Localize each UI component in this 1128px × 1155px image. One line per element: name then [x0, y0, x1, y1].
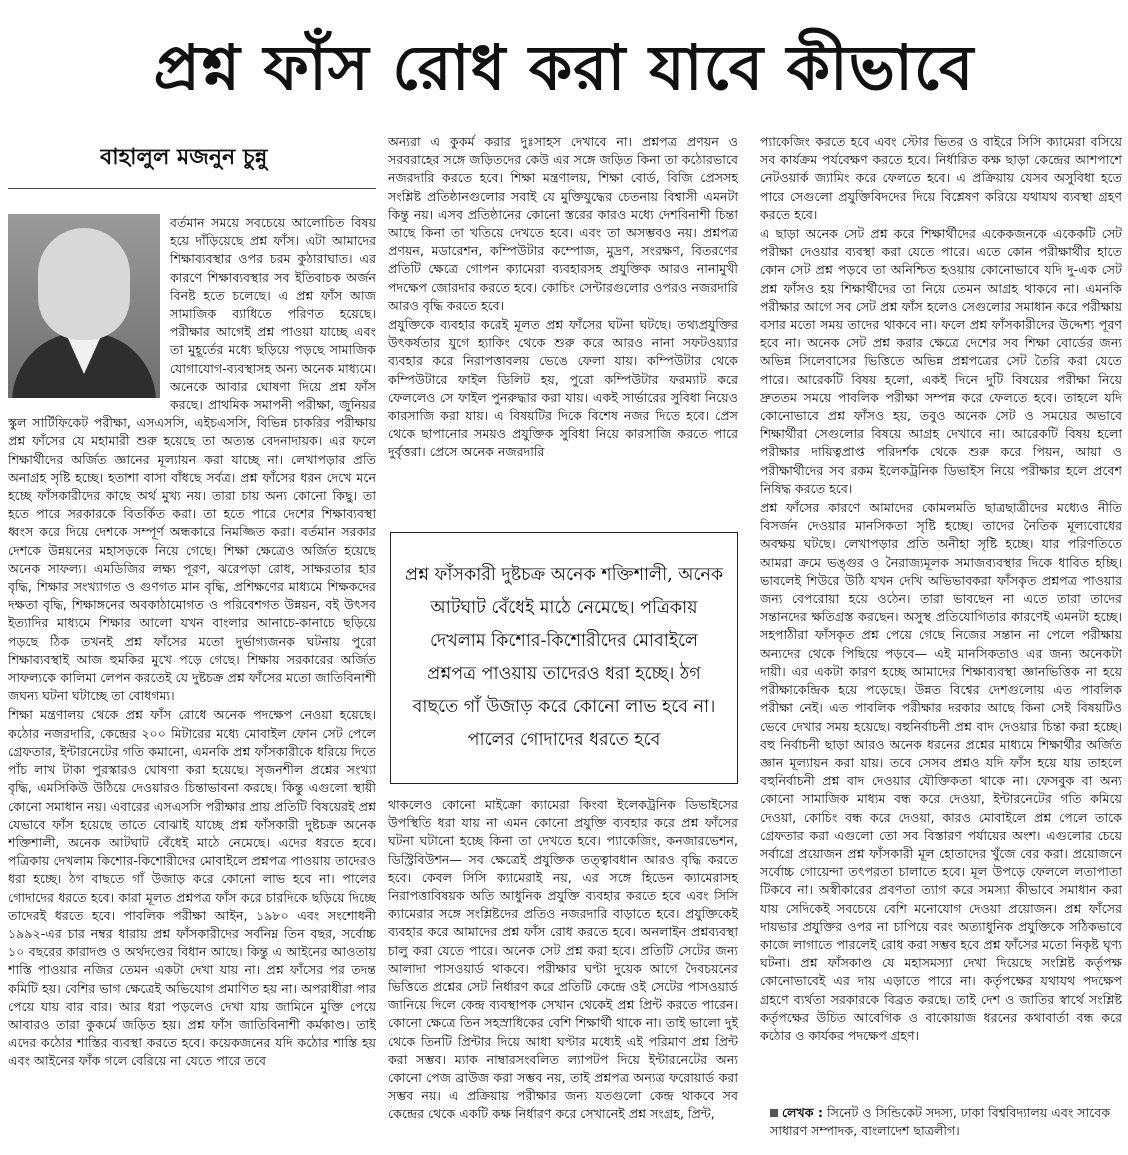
paragraph: প্রশ্ন ফাঁসের কারণে আমাদের কোমলমতি ছাত্রছাত্রীদের মধ্যেও নীতি বিসর্জন দেওয়ার মানসিকতা সৃষ্টি হচ্ছে। তাদের নৈতিক মূল্যবোধের অবক্ষয় ঘটছে। লেখাপড়ার প্রতি অনীহা সৃষ্টি হচ্ছে। যার পরিণতিতে আমরা ক্রমে ভঙ্গুর ও নৈরাজ্যমূলক সমাজব্যবস্থার দিকে ধাবিত হচ্ছি। ভাবলেই শিউরে উঠি যখন দেখি অভিভাবকরা ফাঁসকৃত প্রশ্নপত্র পাওয়ার জন্য বেপরোয়া হয়ে ওঠেন। তারা ভাবছেন না এতে তারা তাদের সন্তানদের ক্ষতিগ্রস্ত করছেন। অসুস্থ প্রতিযোগিতার কারণেই এমনটা হচ্ছে। সহপাঠীরা ফাঁসকৃত প্রশ্ন পেয়ে গেছে নিজের সন্তান না পেলে পরীক্ষায় অন্যদের থেকে পিছিয়ে পড়বে— এই মানসিকতাও এর জন্য অনেকটা দায়ী। এর একটা কারণ হচ্ছে আমাদের শিক্ষাব্যবস্থা জ্ঞানভিত্তিক না হয়ে পরীক্ষাকেন্দ্রিক হয়ে পড়েছে। উন্নত বিশ্বের দেশগুলোয় এত পাবলিক পরীক্ষা নেই। এত পাবলিক পরীক্ষার দরকার আছে কিনা সেই বিষয়টিও ভেবে দেখার সময় হয়েছে। বহুনির্বাচনী প্রশ্ন বাদ দেওয়ার চিন্তা করা হচ্ছে। বহু নির্বাচনী ছাড়া আরও অনেক ধরনের প্রশ্নের মাধ্যমে শিক্ষার্থীর অর্জিত জ্ঞান মূল্যায়ন করা যায়। তবে সেসব প্রশ্নও যদি ফাঁস হয়ে যায় তাহলে বহুনির্বাচনী প্রশ্ন বাদ দেওয়ার যৌক্তিকতা থাকে না। ফেসবুক বা অন্য কোনো সামাজিক মাধ্যম বন্ধ করে দেওয়া, ইন্টারনেটের গতি কমিয়ে দেওয়া, কোচিং বন্ধ করে দেওয়া, কারও মোবাইলে প্রশ্ন পেলে তাকে গ্রেফতার করা এগুলো তো সব বিস্তারণ পর্যায়ের অংশ। এগুলোর চেয়ে সর্বাগ্রে প্রয়োজন প্রশ্ন ফাঁসকারী মূল হোতাদের খুঁজে বের করা। প্রয়োজনে সর্বোচ্চ গোয়েন্দা তৎপরতা চালাতে হবে। মূল উপড়ে ফেললে লতাপাতা টিকবে না। অস্বীকারের প্রবণতা ত্যাগ করে সমস্যা কীভাবে সমাধান করা যায় সেদিকেই সবচেয়ে বেশি মনোযোগ দেওয়া প্রয়োজন। প্রশ্ন ফাঁসের দায়ভার প্রযুক্তির ওপর না চাপিয়ে বরং অত্যাধুনিক প্রযুক্তিকে সঠিকভাবে কাজে লাগাতে পারলেই রোধ করা সম্ভব হবে প্রশ্ন ফাঁসের মতো নিকৃষ্ট ঘৃণ্য ঘটনা। প্রশ্ন ফাঁসকাণ্ড যে মহাসমস্যা দেখা দিয়েছে সংশ্লিষ্ট কর্তৃপক্ষ কোনোভাবেই এর দায় এড়াতে পারে না। কর্তৃপক্ষের যথাযথ পদক্ষেপ গ্রহণে ব্যর্থতা সরকারকে বিব্রত করছে। তাই দেশ ও জাতির স্বার্থে সংশ্লিষ্ট কর্তৃপক্ষের উচিত আবেগিক ও বাকোয়াজ ধরনের কথাবার্তা বন্ধ করে কঠোর ও কার্যকর পদক্ষেপ গ্রহণ। — [760, 500, 1122, 1043]
paragraph: অন্যরা এ কুকর্ম করার দুঃসাহস দেখাবে না। প্রশ্নপত্র প্রণয়ন ও সরবরাহের সঙ্গে জড়িতদের কেউ এর সঙ্গে জড়িত কিনা তা কঠোরভাবে নজরদারি করতে হবে। শিক্ষা মন্ত্রণালয়, শিক্ষা বোর্ড, বিজি প্রেসসহ সংশ্লিষ্ট প্রতিষ্ঠানগুলোর সবাই যে মুক্তিযুদ্ধের চেতনায় বিশ্বাসী এমনটা কিন্তু নয়। এসব প্রতিষ্ঠানের কোনো স্তরের কারও মধ্যে দেশবিনাশী চিন্তা আছে কিনা তা খতিয়ে দেখতে হবে। এবং তা অসম্ভবও নয়। প্রশ্নপত্র প্রণয়ন, মডারেশন, কম্পিউটার কম্পোজ, মুদ্রণ, সংরক্ষণ, বিতরণের প্রতিটি ক্ষেত্রে গোপন ক্যামেরা ব্যবহারসহ প্রযুক্তিক আরও নানামুখী পদক্ষেপ জোরদার করতে হবে। কোচিং সেন্টারগুলোর ওপরও নজরদারি আরও বৃদ্ধি করতে হবে। — [388, 134, 738, 313]
paragraph: বর্তমান সময়ে সবচেয়ে আলোচিত বিষয় হয়ে দাঁড়িয়েছে প্রশ্ন ফাঁস। এটা আমাদের শিক্ষাব্যবস্থার ওপর চরম কুঠারাঘাত। এর কারণে শিক্ষাব্যবস্থার সব ইতিবাচক অর্জন বিনষ্ট হতে চলেছে। এ প্রশ্ন ফাঁস আজ সামাজিক ব্যাধিতে পরিণত হয়েছে। পরীক্ষার আগেই প্রশ্ন পাওয়া যাচ্ছে এবং তা মুহূর্তের মধ্যে ছড়িয়ে পড়ছে সামাজিক যোগাযোগ-ব্যবস্থাসহ অন্য অনেক মাধ্যমে। অনেকে আবার ঘোষণা দিয়ে প্রশ্ন ফাঁস করছে। প্রাথমিক সমাপনী পরীক্ষা, জুনিয়র স্কুল সার্টিফিকেট পরীক্ষা, এসএসসি, এইচএসসি, বিভিন্ন চাকরির পরীক্ষায় প্রশ্ন ফাঁসের যে মহামারী শুরু হয়েছে তা অত্যন্ত বেদনাদায়ক। এর ফলে শিক্ষার্থীদের অর্জিত জ্ঞানের মূল্যায়ন করা যাচ্ছে না। লেখাপড়ার প্রতি অনাগ্রহ সৃষ্টি হচ্ছে। হতাশা বাসা বাঁধছে সর্বত্র। প্রশ্ন ফাঁসের ধরন দেখে মনে হচ্ছে ফাঁসকারীদের কাছে অর্থ মুখ্য নয়। তারা চায় অন্য কোনো কিছু। তা হতে পারে সরকারকে বিতর্কিত করা। তা হতে পারে দেশের শিক্ষাব্যবস্থা ধ্বংস করে দিয়ে দেশকে সম্পূর্ণ অন্ধকারে নিমজ্জিত করা। বর্তমান সরকার দেশকে উন্নয়নের মহাসড়কে নিয়ে গেছে। শিক্ষা ক্ষেত্রেও অর্জিত হয়েছে অনেক সাফল্য। এমডিজির লক্ষ্য পূরণ, ঝরেপড়া রোধ, সাক্ষরতার হার বৃদ্ধি, শিক্ষার সংখ্যাগত ও গুণগত মান বৃদ্ধি, প্রশিক্ষণের মাধ্যমে শিক্ষকদের দক্ষতা বৃদ্ধি, শিক্ষাঙ্গনের অবকাঠামোগত ও পরিবেশগত উন্নয়ন, বই উৎসব ইত্যাদির মাধ্যমে শিক্ষার আলো যখন বাংলার আনাচে-কানাচে ছড়িয়ে পড়ছে ঠিক তখনই প্রশ্ন ফাঁসের মতো দুর্ভাগ্যজনক ঘটনায় পুরো শিক্ষাব্যবস্থাই আজ হুমকির মুখে পড়ে গেছে। শিক্ষায় সরকারের অর্জিত সাফল্যকে কালিমা লেপন করতেই যে দুষ্টচক্র প্রশ্ন ফাঁসের মতো জাতিবিনাশী জঘন্য ঘটনা ঘটাচ্ছে তা বোধগম্য। — [8, 215, 376, 704]
pull-quote-text: প্রশ্ন ফাঁসকারী দুষ্টচক্র অনেক শক্তিশালী, অনেক আটঘাট বেঁধেই মাঠে নেমেছে। পত্রিকায় দেখলাম কিশোর-কিশোরীদের মোবাইলে প্রশ্নপত্র পাওয়ায় তাদেরও ধরা হচ্ছে। ঠগ বাছতে গাঁ উজাড় করে কোনো লাভ হবে না। পালের গোদাদের ধরতে হবে — [404, 565, 724, 750]
paragraph: প্যাকেজিং করতে হবে এবং স্টোর ভিতর ও বাইরে সিসি ক্যামেরা বসিয়ে সব কার্যক্রম পর্যবেক্ষণ করতে হবে। নির্ধারিত কক্ষ ছাড়া কেন্দ্রের আশপাশে নেটওয়ার্ক জ্যামিং করে ফেলতে হবে। এ প্রক্রিয়ায় যেসব অসুবিধা হতে পারে সেগুলো প্রযুক্তিবিদদের দিয়ে বিশ্লেষণ করিয়ে যথাযথ ব্যবস্থা গ্রহণ করতে হবে। — [760, 134, 1122, 222]
paragraph: থাকলেও কোনো মাইক্রো ক্যামেরা কিংবা ইলেকট্রনিক ডিভাইসের উপস্থিতি ধরা যায় না এমন কোনো প্রযুক্তি ব্যবহার করে প্রশ্ন ফাঁসের ঘটনা ঘটানো হচ্ছে কিনা তা দেখতে হবে। প্যাকেজিং, কনজারভেশন, ডিস্ট্রিবিউশন— সব ক্ষেত্রেই প্রযুক্তিক তত্ত্বাবধান আরও বৃদ্ধি করতে হবে। কেবল সিসি ক্যামেরাই নয়, এর সঙ্গে হিডেন ক্যামেরাসহ নিরাপত্তাবিষয়ক অতি আধুনিক প্রযুক্তি ব্যবহার করতে হবে এবং সিসি ক্যামেরার সঙ্গে সংশ্লিষ্টদের প্রতিও নজরদারি বাড়াতে হবে। প্রযুক্তিকেই ব্যবহার করে আমাদের প্রশ্ন ফাঁস রোধ করতে হবে। অনলাইন প্রশ্নব্যবস্থা চালু করা যেতে পারে। অনেক সেট প্রশ্ন করা হবে। প্রতিটি সেটের জন্য আলাদা পাসওয়ার্ড থাকবে। পরীক্ষার ঘণ্টা দুয়েক আগে দৈবচয়নের ভিত্তিতে প্রশ্নের সেট নির্ধারণ করে প্রতিটি কেন্দ্রে ওই সেটের পাসওয়ার্ড জানিয়ে দিলে কেন্দ্র ব্যবস্থাপক সেখান থেকেই প্রশ্ন প্রিন্ট করতে পারেন। কোনো ক্ষেত্রে তিন সহস্রাধিকের বেশি শিক্ষার্থী থাকে না। তাই ভালো দুই থেকে তিনটি প্রিন্টার দিয়ে আধা ঘণ্টার মধ্যেই এই পরিমাণ প্রশ্ন প্রিন্ট করা সম্ভব। ম্যাক নাম্বারসংবলিত ল্যাপটপ দিয়ে ইন্টারনেটের অন্য কোনো পেজ ব্রাউজ করা সম্ভব নয়, তাই প্রশ্নপত্র অন্যত্র ফরোয়ার্ড করা সম্ভব নয়। এ প্রক্রিয়ায় পরীক্ষার জন্য যতগুলো কেন্দ্র থাকবে সব কেন্দ্রের থেকে একটি কক্ষ নির্ধারণ করে সেখানেই প্রশ্ন সংগ্রহ, প্রিন্ট, — [388, 797, 738, 1122]
article-column-1 — [8, 214, 376, 1149]
article-column-3 — [760, 133, 1122, 1073]
article-column-2-top — [388, 133, 738, 521]
author-note — [770, 1104, 1122, 1148]
author-description: সিনেট ও সিন্ডিকেট সদস্য, ঢাকা বিশ্ববিদ্যালয় এবং সাবেক সাধারণ সম্পাদক, বাংলাদেশ ছাত্রলীগ। — [770, 1105, 1111, 1138]
paragraph: প্রযুক্তিকে ব্যবহার করেই মূলত প্রশ্ন ফাঁসের ঘটনা ঘটছে। তথ্যপ্রযুক্তির উৎকর্ষতার যুগে হ্যাকিং থেকে শুরু করে আরও নানা সফটওয়্যার ব্যবহার করে নিরাপত্তাবলয় ভেঙে ফেলা যায়। কম্পিউটার থেকে কম্পিউটারে ফাইল ডিলিট হয়, পুরো কম্পিউটার ফরম্যাট করে ফেললেও সে ফাইল পুনরুদ্ধার করা যায়। একই সার্ভারের সুবিধা নিয়েও কারসাজি করা যায়। এ বিষয়টির দিকে বিশেষ নজর দিতে হবে। প্রেস থেকে ছাপানোর সময়ও প্রযুক্তিক সুবিধা নিয়ে কারসাজি করতে পারে দুর্বৃত্তরা। প্রেসে অনেক নজরদারি — [388, 317, 738, 460]
article-column-2-bottom — [388, 796, 738, 1149]
pull-quote-box — [390, 532, 738, 784]
paragraph: শিক্ষা মন্ত্রণালয় থেকে প্রশ্ন ফাঁস রোধে অনেক পদক্ষেপ নেওয়া হয়েছে। কঠোর নজরদারি, কেন্দ্রের ২০০ মিটারের মধ্যে মোবাইল ফোন সেট পেলে গ্রেফতার, ইন্টারনেটের গতি কমানো, এমনকি প্রশ্ন ফাঁসকারীকে ধরিয়ে দিতে পাঁচ লাখ টাকা পুরস্কারও ঘোষণা করা হয়েছে। সৃজনশীল প্রশ্নের সংখ্যা বৃদ্ধি, এমসিকিউ উঠিয়ে দেওয়ারও চিন্তাভাবনা করছে। কিন্তু এগুলো স্থায়ী কোনো সমাধান নয়। এবারের এসএসসি পরীক্ষার প্রায় প্রতিটি বিষয়েরই প্রশ্ন যেভাবে ফাঁস হয়েছে তাতে বোঝাই যাচ্ছে প্রশ্ন ফাঁসকারী দুষ্টচক্র অনেক শক্তিশালী, অনেক আটঘাট বেঁধেই মাঠে নেমেছে। এদের ধরতে হবে। পত্রিকায় দেখলাম কিশোর-কিশোরীদের মোবাইলে প্রশ্নপত্র পাওয়ায় তাদেরও ধরা হচ্ছে। ঠগ বাছতে গাঁ উজাড় করে কোনো লাভ হবে না। পালের গোদাদের ধরতে হবে। কারা মূলত প্রশ্নপত্র ফাঁস করে চারদিকে ছড়িয়ে দিচ্ছে তাদেরই ধরতে হবে। পাবলিক পরীক্ষা আইন, ১৯৮০ এবং সংশোধনী ১৯৯২-এর চার নম্বর ধারায় প্রশ্ন ফাঁসকারীদের সর্বনিম্ন তিন বছর, সর্বোচ্চ ১০ বছরের কারাদণ্ড ও অর্থদণ্ডের বিধান আছে। কিন্তু এ আইনের আওতায় শাস্তি পাওয়ার নজির তেমন একটা দেখা যায় না। প্রশ্ন ফাঁসের পর তদন্ত কমিটি হয়। বেশির ভাগ ক্ষেত্রেই অভিযোগ প্রমাণিত হয় না। অপরাধীরা পার পেয়ে যায় বার বার। আর ধরা পড়লেও দেখা যায় জামিনে মুক্তি পেয়ে আবারও তারা কুকর্মে জড়িত হয়। প্রশ্ন ফাঁস জাতিবিনাশী কর্মকাণ্ড। তাই এদের কঠোর শাস্তির ব্যবস্থা করতে হবে। কয়েকজনের যদি কঠোর শাস্তি হয় এবং আইনের ফাঁক গলে বেরিয়ে না যেতে পারে তবে — [8, 707, 376, 1069]
headline: প্রশ্ন ফাঁস রোধ করা যাবে কীভাবে — [153, 31, 975, 104]
byline-divider — [8, 188, 376, 189]
paragraph: এ ছাড়া অনেক সেট প্রশ্ন করে শিক্ষার্থীদের একেকজনকে একেকটি সেট পরীক্ষা দেওয়ার ব্যবস্থা করা যেতে পারে। এতে কোন পরীক্ষার্থীর হাতে কোন সেট প্রশ্ন পড়বে তা অনিশ্চিত হওয়ায় কোনোভাবে যদি দু-এক সেট প্রশ্ন ফাঁসও হয় শিক্ষার্থীদের তা নিয়ে তেমন আগ্রহ থাকবে না। এমনকি পরীক্ষার আগে সব সেট প্রশ্ন ফাঁস হলেও সেগুলোর সমাধান করে পরীক্ষায় বসার মতো সময় তাদের থাকবে না। ফলে প্রশ্ন ফাঁসকারীদের উদ্দেশ্য পূরণ হবে না। অনেক সেট প্রশ্ন করার ক্ষেত্রে দেশের সব শিক্ষা বোর্ডের জন্য অভিন্ন সিলেবাসের ভিত্তিতে অভিন্ন প্রশ্নপত্রের সেট তৈরি করা যেতে পারে। আরেকটি বিষয় হলো, একই দিনে দুটি বিষয়ের পরীক্ষা নিয়ে দ্রুততম সময়ে পাবলিক পরীক্ষা সম্পন্ন করে ফেলতে হবে। তাহলে যদি কোনোভাবে প্রশ্ন ফাঁসও হয়, তবুও অনেক সেট ও সময়ের অভাবে শিক্ষার্থীরা সেগুলোর বিষয়ে আগ্রহ দেখাবে না। আরেকটি বিষয় হলো পরীক্ষার দায়িত্বপ্রাপ্ত পরিদর্শক থেকে শুরু করে পিয়ন, আয়া ও পরীক্ষার্থীদের সব রকম ইলেকট্রনিক ডিভাইস নিয়ে পরীক্ষার হলে প্রবেশ নিষিদ্ধ করতে হবে। — [760, 226, 1122, 496]
byline: বাহালুল মজনুন চুন্নু — [100, 144, 268, 170]
square-bullet-icon — [770, 1109, 778, 1117]
author-label: লেখক : — [782, 1105, 823, 1120]
author-photo — [8, 214, 160, 398]
